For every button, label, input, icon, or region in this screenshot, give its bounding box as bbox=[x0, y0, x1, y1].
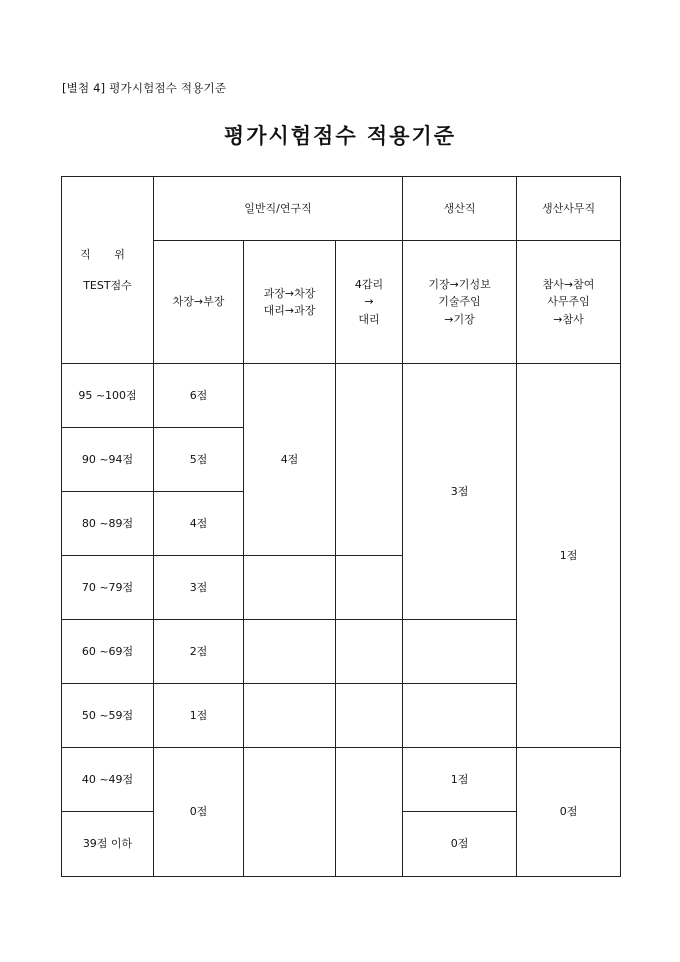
header-col5-line2: 사무주임 bbox=[547, 295, 590, 309]
header-col5-line3: →참사 bbox=[553, 312, 584, 326]
header-col-office bbox=[517, 241, 621, 364]
header-col4-line2: 기술주임 bbox=[438, 295, 481, 309]
empty-cell bbox=[336, 684, 403, 748]
points-cell-merged: 3점 bbox=[403, 364, 517, 620]
score-criteria-table bbox=[61, 176, 621, 877]
header-col4-line3: →기장 bbox=[444, 312, 475, 326]
empty-cell bbox=[244, 556, 336, 620]
score-range-cell: 39점 이하 bbox=[62, 812, 154, 877]
header-col3-line1: 4갑리 bbox=[354, 278, 384, 292]
score-range-cell: 50 ~59점 bbox=[62, 684, 154, 748]
header-test-score-label: TEST점수 bbox=[83, 279, 132, 292]
header-col-deputy-to-manager: 차장→부장 bbox=[154, 241, 244, 364]
points-cell: 2점 bbox=[154, 620, 244, 684]
empty-cell bbox=[336, 364, 403, 556]
score-range-cell: 60 ~69점 bbox=[62, 620, 154, 684]
points-cell: 6점 bbox=[154, 364, 244, 428]
header-production: 생산직 bbox=[403, 177, 517, 241]
score-range-cell: 80 ~89점 bbox=[62, 492, 154, 556]
points-cell-merged: 1점 bbox=[517, 364, 621, 748]
points-cell-merged: 0점 bbox=[517, 748, 621, 877]
points-cell: 4점 bbox=[154, 492, 244, 556]
score-range-cell: 95 ~100점 bbox=[62, 364, 154, 428]
empty-cell bbox=[403, 620, 517, 684]
header-col2-line1: 과장→차장 bbox=[263, 286, 316, 300]
header-col-technician bbox=[403, 241, 517, 364]
points-cell: 1점 bbox=[403, 748, 517, 812]
header-position-label: 직 위 bbox=[80, 247, 135, 261]
header-col3-line3: 대리 bbox=[358, 312, 380, 326]
header-col-section-chief bbox=[244, 241, 336, 364]
header-col5-line1: 참사→참여 bbox=[542, 278, 595, 292]
points-cell: 3점 bbox=[154, 556, 244, 620]
points-cell: 5점 bbox=[154, 428, 244, 492]
table-row bbox=[62, 748, 621, 812]
score-range-cell: 70 ~79점 bbox=[62, 556, 154, 620]
empty-cell bbox=[403, 684, 517, 748]
header-col2-line2: 대리→과장 bbox=[263, 304, 316, 317]
points-cell-merged: 0점 bbox=[154, 748, 244, 877]
points-cell: 0점 bbox=[403, 812, 517, 877]
header-general-research: 일반직/연구직 bbox=[154, 177, 403, 241]
empty-cell bbox=[336, 556, 403, 620]
score-range-cell: 90 ~94점 bbox=[62, 428, 154, 492]
points-cell-merged: 4점 bbox=[244, 364, 336, 556]
score-range-cell: 40 ~49점 bbox=[62, 748, 154, 812]
table-row bbox=[62, 364, 621, 428]
attachment-label: [별첨 4] 평가시험점수 적용기준 bbox=[62, 81, 227, 95]
header-corner-cell bbox=[62, 177, 154, 364]
header-col3-line2: → bbox=[364, 295, 374, 309]
empty-cell bbox=[244, 684, 336, 748]
header-col-assistant bbox=[336, 241, 403, 364]
header-production-office: 생산사무직 bbox=[517, 177, 621, 241]
empty-cell bbox=[244, 748, 336, 877]
points-cell: 1점 bbox=[154, 684, 244, 748]
empty-cell bbox=[336, 620, 403, 684]
page-title: 평가시험점수 적용기준 bbox=[223, 123, 457, 148]
empty-cell bbox=[244, 620, 336, 684]
header-col4-line1: 기장→기성보 bbox=[428, 278, 491, 292]
empty-cell bbox=[336, 748, 403, 877]
